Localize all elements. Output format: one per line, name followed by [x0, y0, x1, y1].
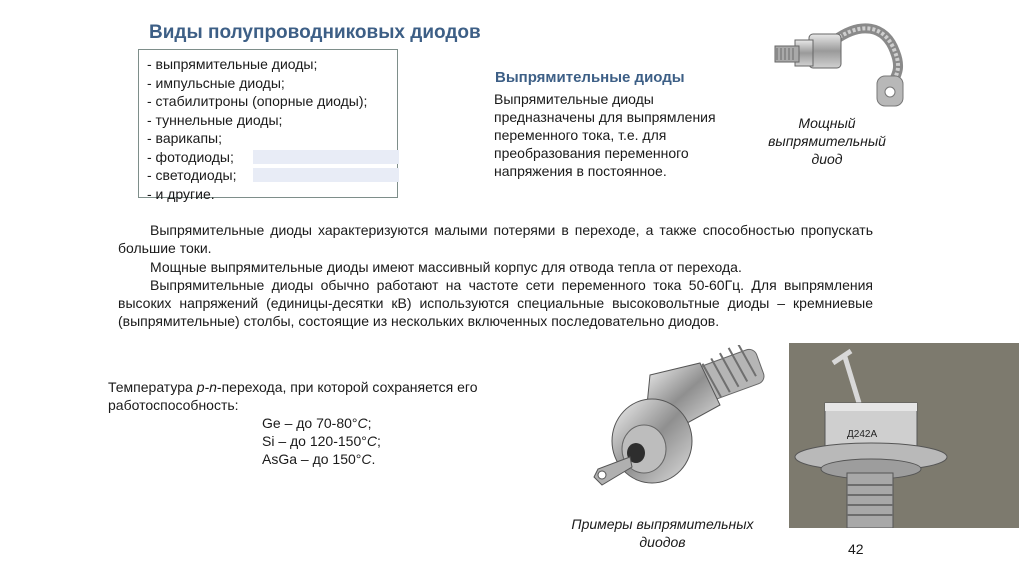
d242a-diode-photo [789, 343, 1019, 528]
temp-row-asga: AsGa – до 150°C. [262, 451, 376, 467]
paragraph-3: Выпрямительные диоды обычно работают на частоте сети переменного тока 50-60Гц. Для выпрямления высоких напряжений (единицы-десятки кВ) используются специальные высоковольтные диоды – кремниевые (выпрямительные) столбы, состоящие из нескольких включенных последовательно диодов. [118, 277, 873, 329]
highlight-bar [253, 150, 399, 164]
stud-diode-photo [580, 345, 780, 505]
list-item: - выпрямительные диоды; [147, 56, 318, 72]
caption-power-diode: Мощный выпрямительный диод [768, 115, 886, 167]
temp-row-ge: Ge – до 70-80°C; [262, 415, 372, 431]
photo-marking: Д242А [847, 429, 878, 440]
page-number: 42 [848, 541, 864, 557]
list-item: - и другие. [147, 185, 215, 202]
list-item: - светодиоды; [147, 166, 389, 185]
list-item: - импульсные диоды; [147, 74, 285, 91]
rectifier-description: Выпрямительные диоды предназначены для выпрямления переменного тока, т.е. для преобразования переменного напряжения в постоянное. [494, 91, 716, 179]
list-item: - туннельные диоды; [147, 111, 283, 128]
diode-types-list [138, 49, 398, 202]
paragraph-2: Мощные выпрямительные диоды имеют массивный корпус для отвода тепла от перехода. [150, 259, 742, 275]
list-item: - стабилитроны (опорные диоды); [147, 93, 368, 109]
slide-title: Виды полупроводниковых диодов [149, 22, 481, 43]
caption-examples: Примеры выпрямительных диодов [571, 516, 754, 550]
rectifier-heading: Выпрямительные диоды [495, 69, 685, 86]
temperature-values [262, 414, 381, 468]
power-diode-photo [765, 12, 925, 112]
list-item: - фотодиоды; [147, 148, 389, 167]
paragraph-1: Выпрямительные диоды характеризуются малыми потерями в переходе, а также способностью пропускать большие токи. [118, 222, 873, 256]
temp-row-si: Si – до 120-150°C; [262, 433, 381, 449]
highlight-bar [253, 168, 399, 182]
list-item: - варикапы; [147, 130, 222, 146]
temperature-intro: Температура p-n-перехода, при которой сохраняется его работоспособность: [108, 379, 478, 413]
